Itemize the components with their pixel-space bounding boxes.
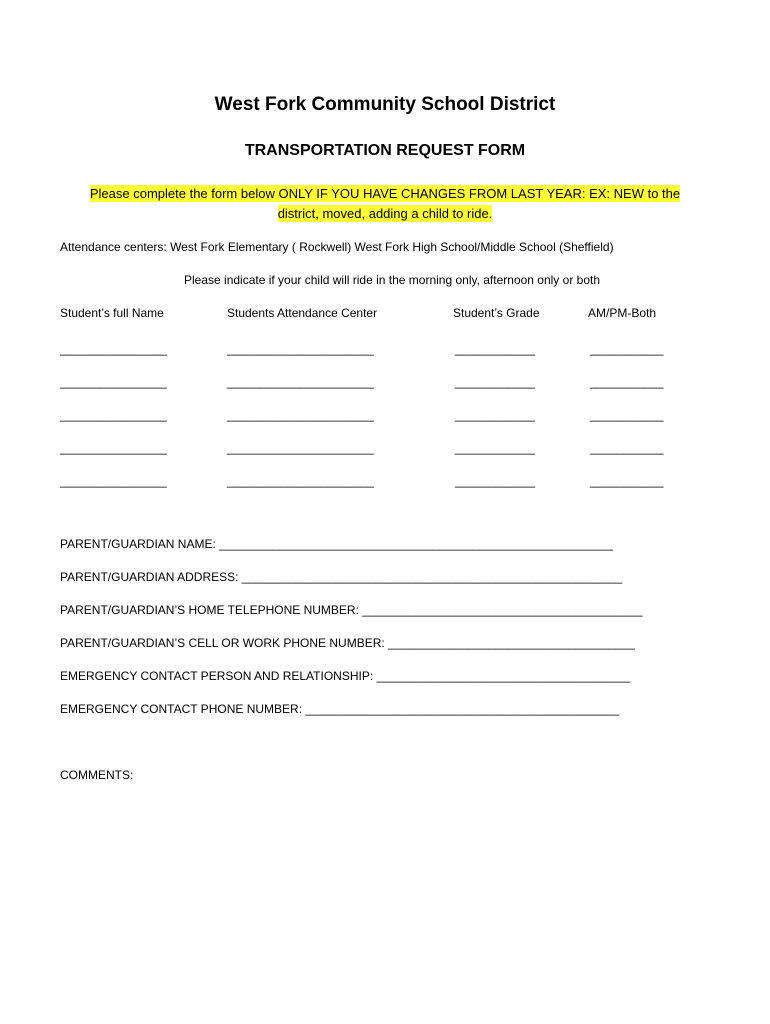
ampm-blank[interactable]: ___________ <box>590 375 664 389</box>
page-title: West Fork Community School District <box>214 94 556 115</box>
center-blank[interactable]: ______________________ <box>227 342 374 356</box>
column-header-ampm: AM/PM-Both <box>588 306 657 320</box>
notice-line-2: district, moved, adding a child to ride. <box>277 206 493 221</box>
comments-label: COMMENTS: <box>60 768 134 782</box>
parent-name-field[interactable]: PARENT/GUARDIAN NAME: ___________________________________________________________ <box>60 537 613 551</box>
center-blank[interactable]: ______________________ <box>227 375 374 389</box>
name-blank[interactable]: ________________ <box>60 342 167 356</box>
ampm-blank[interactable]: ___________ <box>590 408 664 422</box>
ampm-blank[interactable]: ___________ <box>590 342 664 356</box>
parent-address-field[interactable]: PARENT/GUARDIAN ADDRESS: _________________________________________________________ <box>60 570 623 584</box>
ampm-blank[interactable]: ___________ <box>590 441 664 455</box>
name-blank[interactable]: ________________ <box>60 474 167 488</box>
column-header-grade: Student’s Grade <box>453 306 540 320</box>
ampm-blank[interactable]: ___________ <box>590 474 664 488</box>
name-blank[interactable]: ________________ <box>60 441 167 455</box>
grade-blank[interactable]: ____________ <box>455 474 536 488</box>
name-blank[interactable]: ________________ <box>60 408 167 422</box>
center-blank[interactable]: ______________________ <box>227 408 374 422</box>
grade-blank[interactable]: ____________ <box>455 342 536 356</box>
cell-phone-field[interactable]: PARENT/GUARDIAN’S CELL OR WORK PHONE NUMBER: _____________________________________ <box>60 636 635 650</box>
grade-blank[interactable]: ____________ <box>455 375 536 389</box>
emergency-phone-field[interactable]: EMERGENCY CONTACT PHONE NUMBER: _______________________________________________ <box>60 702 620 716</box>
emergency-contact-field[interactable]: EMERGENCY CONTACT PERSON AND RELATIONSHIP: ______________________________________ <box>60 669 631 683</box>
attendance-centers: Attendance centers: West Fork Elementary ( Rockwell) West Fork High School/Middle School (Sheffield) <box>60 240 614 254</box>
grade-blank[interactable]: ____________ <box>455 408 536 422</box>
ride-instruction: Please indicate if your child will ride in the morning only, afternoon only or both <box>184 273 601 287</box>
column-header-name: Student’s full Name <box>60 306 164 320</box>
center-blank[interactable]: ______________________ <box>227 474 374 488</box>
notice-line-1: Please complete the form below ONLY IF YOU HAVE CHANGES FROM LAST YEAR: EX: NEW to the <box>89 186 681 201</box>
name-blank[interactable]: ________________ <box>60 375 167 389</box>
home-phone-field[interactable]: PARENT/GUARDIAN’S HOME TELEPHONE NUMBER: __________________________________________ <box>60 603 643 617</box>
notice-box <box>60 184 710 224</box>
column-header-center: Students Attendance Center <box>227 306 378 320</box>
center-blank[interactable]: ______________________ <box>227 441 374 455</box>
grade-blank[interactable]: ____________ <box>455 441 536 455</box>
form-title: TRANSPORTATION REQUEST FORM <box>244 142 526 159</box>
